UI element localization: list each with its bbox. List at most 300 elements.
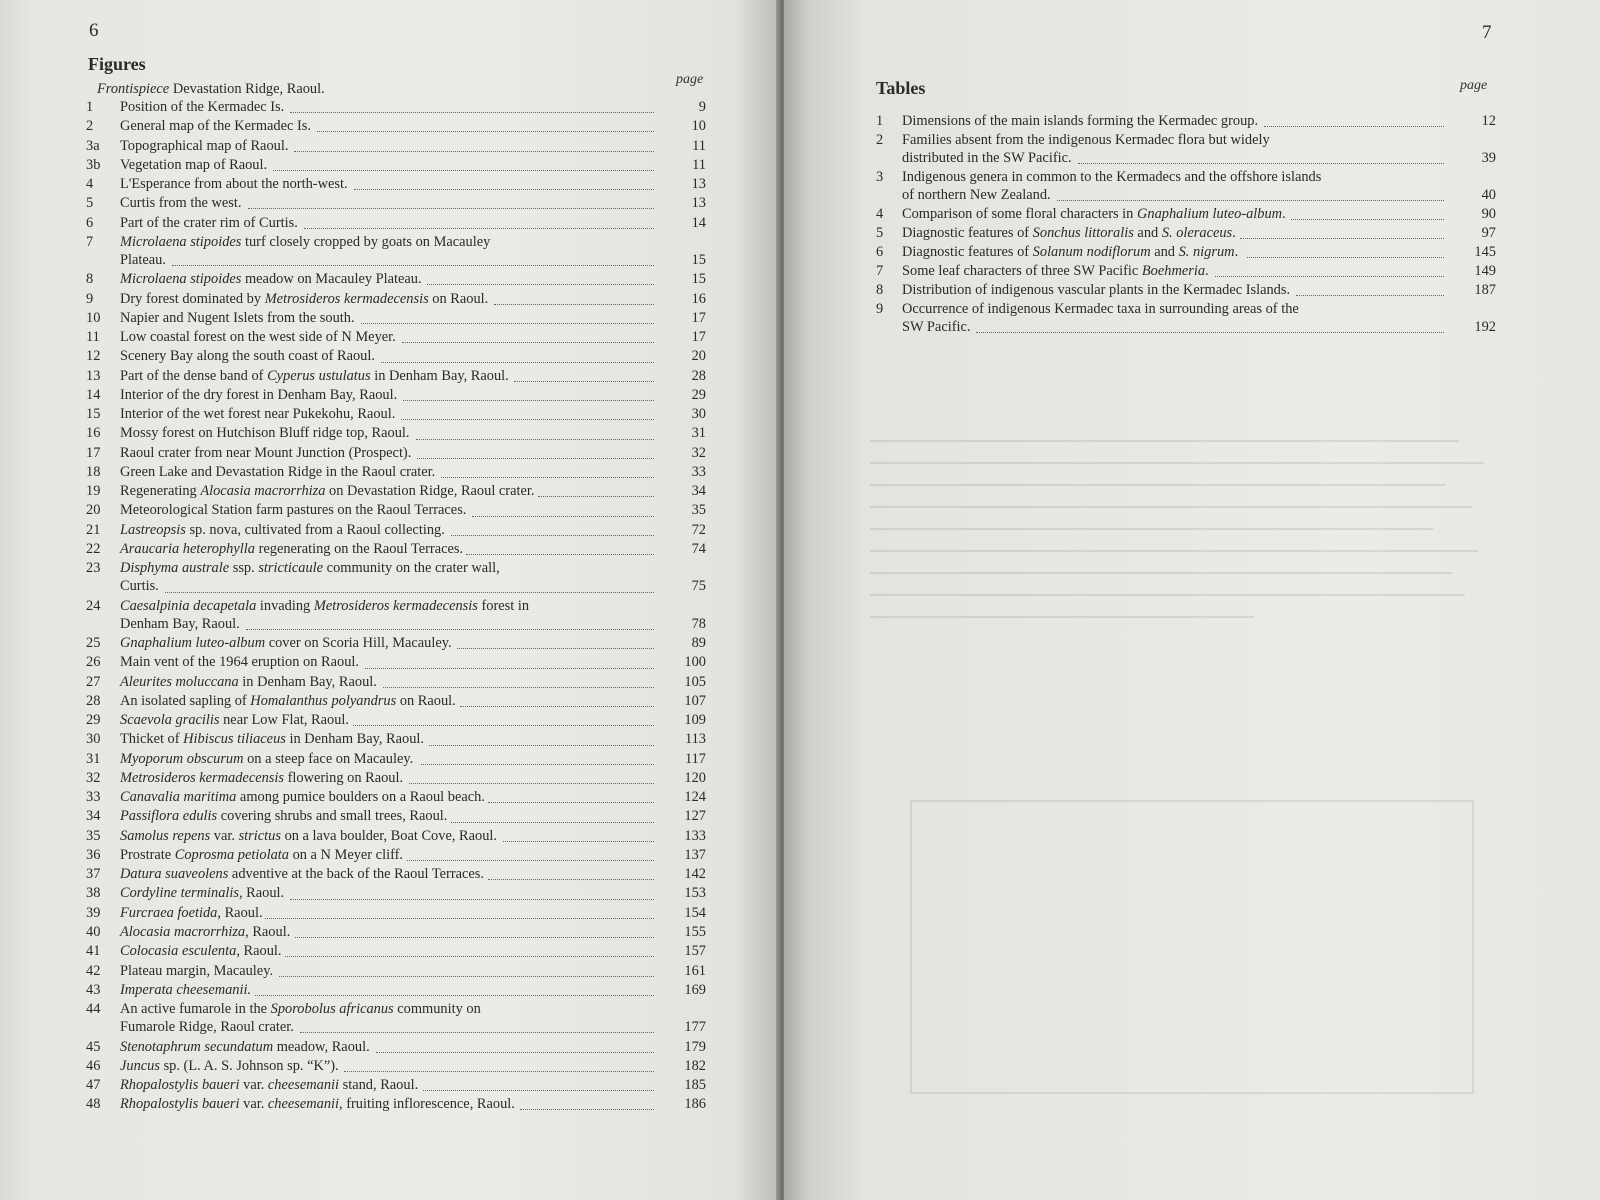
- dot-leader: [538, 496, 654, 497]
- table-caption: Families absent from the indigenous Kermadec flora but widely: [902, 132, 1270, 148]
- table-caption: Distribution of indigenous vascular plants in the Kermadec Islands.: [902, 282, 1291, 298]
- dot-leader: [290, 899, 654, 900]
- figure-number: 24: [86, 597, 101, 614]
- figure-entry: [86, 367, 706, 385]
- table-caption: Dimensions of the main islands forming the Kermadec group.: [902, 113, 1259, 129]
- figure-page: 127: [684, 808, 706, 825]
- figure-page: 105: [684, 673, 706, 690]
- show-through-text: [870, 440, 1510, 1090]
- figure-page: 182: [684, 1057, 706, 1074]
- figure-caption: Regenerating Alocasia macrorrhiza on Devastation Ridge, Raoul crater.: [120, 483, 535, 500]
- figure-entry: [86, 117, 706, 135]
- figure-page: 72: [691, 521, 706, 538]
- table-number: 7: [876, 263, 884, 279]
- figure-entry: [86, 730, 706, 748]
- figure-number: 36: [86, 846, 101, 863]
- figure-caption-continued: Denham Bay, Raoul.: [120, 615, 240, 632]
- figure-caption: Interior of the dry forest in Denham Bay, Raoul.: [120, 386, 398, 403]
- figure-caption: Myoporum obscurum on a steep face on Macauley.: [120, 750, 414, 767]
- figure-number: 43: [86, 981, 101, 998]
- figure-number: 41: [86, 943, 101, 960]
- figure-page: 155: [684, 924, 706, 940]
- figure-caption: Scenery Bay along the south coast of Raoul.: [120, 348, 375, 365]
- figure-page: 78: [691, 615, 706, 632]
- dot-leader: [460, 706, 654, 707]
- figures-list: [86, 98, 706, 1148]
- figure-number: 13: [86, 367, 101, 384]
- figure-caption: Dry forest dominated by Metrosideros kermadecensis on Raoul.: [120, 290, 489, 307]
- figure-caption: An isolated sapling of Homalanthus polyandrus on Raoul.: [120, 692, 456, 709]
- figure-number: 35: [86, 827, 101, 844]
- figure-number: 8: [86, 271, 94, 288]
- figure-caption: Topographical map of Raoul.: [120, 137, 289, 154]
- figure-entry: [86, 865, 706, 883]
- table-number: 4: [876, 206, 884, 222]
- figure-caption: Aleurites moluccana in Denham Bay, Raoul.: [120, 673, 377, 690]
- figure-page: 15: [691, 271, 706, 288]
- figure-page: 157: [684, 943, 706, 960]
- dot-leader: [304, 228, 654, 229]
- dot-leader: [457, 648, 654, 649]
- figure-page: 30: [691, 406, 706, 423]
- figure-number: 21: [86, 521, 101, 538]
- figure-page: 15: [691, 252, 706, 268]
- dot-leader: [285, 956, 654, 957]
- figure-caption: Passiflora edulis covering shrubs and small trees, Raoul.: [120, 808, 448, 825]
- dot-leader: [472, 516, 654, 517]
- figure-entry: [86, 98, 706, 116]
- figure-entry: [86, 846, 706, 864]
- figure-number: 27: [86, 673, 101, 690]
- figure-caption: An active fumarole in the Sporobolus africanus community on: [120, 1001, 481, 1018]
- figure-page: 32: [691, 444, 706, 461]
- table-caption-continued: distributed in the SW Pacific.: [902, 150, 1072, 166]
- figure-number: 42: [86, 962, 101, 979]
- figure-entry: [86, 270, 706, 288]
- figure-page: 186: [684, 1096, 706, 1113]
- tables-list: [876, 112, 1496, 335]
- figure-caption: Low coastal forest on the west side of N Meyer.: [120, 329, 396, 346]
- figure-entry: [86, 673, 706, 691]
- dot-leader: [403, 400, 654, 401]
- figure-entry: [86, 482, 706, 500]
- figure-entry: [86, 788, 706, 806]
- dot-leader: [514, 381, 654, 382]
- dot-leader: [421, 764, 654, 765]
- figure-entry: [86, 904, 706, 922]
- table-entry: [876, 112, 1496, 130]
- figure-entry: [86, 424, 706, 442]
- table-entry: [876, 168, 1496, 204]
- dot-leader: [300, 1032, 654, 1033]
- table-caption: Diagnostic features of Sonchus littoralis and S. oleraceus.: [902, 225, 1236, 241]
- figure-number: 40: [86, 924, 101, 940]
- figure-entry: [86, 1095, 706, 1113]
- figure-page: 75: [691, 578, 706, 595]
- dot-leader: [255, 995, 654, 996]
- figure-entry: [86, 175, 706, 193]
- table-number: 2: [876, 132, 884, 148]
- frontispiece-caption: Devastation Ridge, Raoul.: [172, 81, 325, 97]
- figure-number: 5: [86, 195, 94, 212]
- figure-caption: Cordyline terminalis, Raoul.: [120, 885, 285, 902]
- dot-leader: [488, 879, 654, 880]
- figure-entry: [86, 137, 706, 155]
- figure-page: 120: [684, 769, 706, 786]
- figure-caption: Colocasia esculenta, Raoul.: [120, 943, 282, 960]
- figure-entry: [86, 405, 706, 423]
- dot-leader: [361, 323, 654, 324]
- figure-caption: Raoul crater from near Mount Junction (Prospect).: [120, 444, 412, 461]
- figure-entry: [86, 386, 706, 404]
- figure-page: 29: [691, 386, 706, 403]
- tables-heading: Tables: [876, 78, 926, 98]
- figure-entry: [86, 444, 706, 462]
- table-entry: [876, 205, 1496, 223]
- figure-entry: [86, 962, 706, 980]
- figure-caption: Meteorological Station farm pastures on the Raoul Terraces.: [120, 502, 467, 519]
- table-page: 12: [1481, 113, 1496, 129]
- figure-number: 46: [86, 1057, 101, 1074]
- figure-entry: [86, 1076, 706, 1094]
- table-page: 145: [1474, 244, 1496, 260]
- dot-leader: [451, 535, 654, 536]
- table-entry: [876, 224, 1496, 242]
- dot-leader: [503, 841, 654, 842]
- table-number: 5: [876, 225, 884, 241]
- figure-page: 9: [698, 99, 706, 115]
- figure-number: 14: [86, 386, 101, 403]
- dot-leader: [165, 592, 654, 593]
- figure-entry: [86, 233, 706, 269]
- figure-number: 45: [86, 1038, 101, 1055]
- figure-caption-continued: Plateau.: [120, 252, 166, 268]
- figure-number: 6: [86, 214, 94, 231]
- figure-number: 20: [86, 502, 101, 519]
- dot-leader: [1264, 126, 1444, 127]
- figure-entry: [86, 214, 706, 232]
- figure-caption: Alocasia macrorrhiza, Raoul.: [120, 924, 291, 940]
- figure-caption-continued: Fumarole Ridge, Raoul crater.: [120, 1019, 294, 1036]
- figure-caption: Position of the Kermadec Is.: [120, 99, 285, 115]
- figure-entry: [86, 194, 706, 212]
- figure-page: 177: [684, 1019, 706, 1036]
- dot-leader: [354, 189, 654, 190]
- figure-page: 11: [692, 137, 706, 154]
- figure-page: 124: [684, 789, 706, 806]
- figure-number: 23: [86, 560, 101, 577]
- figure-caption: Juncus sp. (L. A. S. Johnson sp. “K”).: [120, 1057, 339, 1074]
- dot-leader: [401, 419, 654, 420]
- table-number: 3: [876, 169, 884, 185]
- dot-leader: [248, 208, 654, 209]
- dot-leader: [172, 265, 654, 266]
- figure-caption: Mossy forest on Hutchison Bluff ridge top, Raoul.: [120, 425, 410, 442]
- table-caption: Some leaf characters of three SW Pacific Boehmeria.: [902, 263, 1209, 279]
- figure-page: 117: [684, 750, 706, 767]
- dot-leader: [290, 112, 654, 113]
- figure-entry: [86, 347, 706, 365]
- figure-number: 48: [86, 1096, 101, 1113]
- figure-number: 29: [86, 712, 101, 729]
- figure-entry: [86, 1000, 706, 1036]
- table-page: 192: [1474, 319, 1496, 335]
- table-caption-continued: of northern New Zealand.: [902, 187, 1051, 203]
- figure-number: 17: [86, 444, 101, 461]
- figure-page: 100: [684, 654, 706, 671]
- figure-caption: Green Lake and Devastation Ridge in the Raoul crater.: [120, 463, 436, 480]
- dot-leader: [416, 439, 654, 440]
- dot-leader: [1247, 257, 1444, 258]
- figure-page: 33: [691, 463, 706, 480]
- figure-page: 113: [684, 731, 706, 748]
- figure-number: 47: [86, 1077, 101, 1094]
- figure-number: 3a: [86, 137, 100, 154]
- figure-page: 153: [684, 885, 706, 902]
- figure-caption: Vegetation map of Raoul.: [120, 156, 268, 173]
- dot-leader: [441, 477, 654, 478]
- figure-page: 142: [684, 866, 706, 883]
- figure-number: 30: [86, 731, 101, 748]
- figure-entry: [86, 597, 706, 633]
- dot-leader: [976, 332, 1444, 333]
- figure-caption: Rhopalostylis baueri var. cheesemanii, fruiting inflorescence, Raoul.: [120, 1096, 515, 1113]
- figure-caption: Disphyma australe ssp. stricticaule community on the crater wall,: [120, 560, 500, 577]
- figure-page: 89: [691, 635, 706, 652]
- dot-leader: [344, 1071, 654, 1072]
- dot-leader: [1240, 238, 1444, 239]
- table-page: 149: [1474, 263, 1496, 279]
- left-page: [0, 0, 780, 1200]
- figure-caption: Microlaena stipoides meadow on Macauley Plateau.: [120, 271, 422, 288]
- figure-entry: [86, 827, 706, 845]
- dot-leader: [317, 131, 654, 132]
- table-number: 9: [876, 301, 884, 317]
- figure-number: 12: [86, 348, 101, 365]
- dot-leader: [402, 342, 654, 343]
- figure-caption: Araucaria heterophylla regenerating on the Raoul Terraces.: [120, 540, 464, 557]
- dot-leader: [246, 629, 654, 630]
- figure-entry: [86, 692, 706, 710]
- figure-entry: [86, 634, 706, 652]
- figure-number: 22: [86, 540, 101, 557]
- dot-leader: [1291, 219, 1444, 220]
- figure-page: 20: [691, 348, 706, 365]
- figure-number: 16: [86, 425, 101, 442]
- table-page: 90: [1481, 206, 1496, 222]
- figure-caption: Part of the dense band of Cyperus ustulatus in Denham Bay, Raoul.: [120, 367, 509, 384]
- table-caption: Comparison of some floral characters in Gnaphalium luteo-album.: [902, 206, 1286, 222]
- dot-leader: [1296, 295, 1444, 296]
- figure-caption: Interior of the wet forest near Pukekohu, Raoul.: [120, 406, 396, 423]
- figure-entry: [86, 923, 706, 941]
- dot-leader: [1057, 200, 1444, 201]
- figure-number: 1: [86, 99, 94, 115]
- figure-entry: [86, 309, 706, 327]
- figure-number: 3b: [86, 156, 101, 173]
- figure-entry: [86, 653, 706, 671]
- figure-caption: Datura suaveolens adventive at the back of the Raoul Terraces.: [120, 866, 484, 883]
- figures-heading: Figures: [88, 54, 146, 74]
- dot-leader: [265, 918, 654, 919]
- figure-number: 4: [86, 176, 94, 193]
- dot-leader: [417, 458, 654, 459]
- dot-leader: [520, 1109, 654, 1110]
- figure-caption: Caesalpinia decapetala invading Metrosideros kermadecensis forest in: [120, 597, 530, 614]
- figure-number: 18: [86, 463, 101, 480]
- figure-caption: Lastreopsis sp. nova, cultivated from a Raoul collecting.: [120, 521, 445, 538]
- figure-caption: Canavalia maritima among pumice boulders on a Raoul beach.: [120, 789, 485, 806]
- figure-entry: [86, 807, 706, 825]
- figure-number: 31: [86, 750, 101, 767]
- figure-caption: Thicket of Hibiscus tiliaceus in Denham Bay, Raoul.: [120, 731, 425, 748]
- figure-caption: Samolus repens var. strictus on a lava boulder, Boat Cove, Raoul.: [120, 827, 498, 844]
- dot-leader: [1078, 163, 1444, 164]
- figure-caption: Scaevola gracilis near Low Flat, Raoul.: [120, 712, 350, 729]
- dot-leader: [381, 362, 654, 363]
- figure-entry: [86, 750, 706, 768]
- figure-number: 10: [86, 309, 101, 326]
- figure-page: 133: [684, 827, 706, 844]
- frontispiece-label: Frontispiece: [97, 81, 170, 97]
- figure-caption: Rhopalostylis baueri var. cheesemanii stand, Raoul.: [120, 1077, 419, 1094]
- figure-number: 32: [86, 769, 101, 786]
- figure-number: 15: [86, 406, 101, 423]
- figure-caption: Imperata cheesemanii.: [120, 981, 252, 998]
- figure-page: 35: [691, 502, 706, 519]
- table-entry: [876, 243, 1496, 261]
- figure-number: 44: [86, 1001, 101, 1018]
- figures-page-column-label: page: [676, 72, 704, 87]
- figure-entry: [86, 1057, 706, 1075]
- dot-leader: [488, 802, 654, 803]
- figure-entry: [86, 981, 706, 999]
- figure-number: 39: [86, 904, 101, 921]
- figure-caption: Curtis from the west.: [120, 195, 242, 212]
- dot-leader: [295, 937, 654, 938]
- dot-leader: [365, 668, 654, 669]
- table-entry: [876, 300, 1496, 336]
- figure-page: 13: [691, 176, 706, 193]
- figure-entry: [86, 540, 706, 558]
- figure-caption: Part of the crater rim of Curtis.: [120, 214, 298, 231]
- figure-page: 16: [691, 290, 706, 307]
- figure-page: 11: [692, 156, 706, 173]
- table-page: 40: [1481, 187, 1496, 203]
- figure-number: 7: [86, 233, 94, 250]
- figure-caption: L'Esperance from about the north-west.: [120, 176, 348, 193]
- figure-number: 28: [86, 692, 101, 709]
- figure-page: 14: [691, 214, 706, 231]
- figure-caption: Microlaena stipoides turf closely cropped by goats on Macauley: [120, 233, 491, 250]
- page-number-left: 6: [89, 20, 99, 41]
- figure-caption: Plateau margin, Macauley.: [120, 962, 274, 979]
- figure-page: 109: [684, 712, 706, 729]
- figure-page: 31: [691, 425, 706, 442]
- table-number: 1: [876, 113, 884, 129]
- figure-page: 10: [691, 118, 706, 135]
- table-entry: [876, 281, 1496, 299]
- figure-page: 107: [684, 692, 706, 709]
- figure-page: 169: [684, 981, 706, 998]
- table-number: 8: [876, 282, 884, 298]
- figure-number: 34: [86, 808, 101, 825]
- figure-page: 161: [684, 962, 706, 979]
- dot-leader: [409, 783, 654, 784]
- figure-page: 185: [684, 1077, 706, 1094]
- figure-entry: [86, 769, 706, 787]
- figure-entry: [86, 942, 706, 960]
- figure-entry: [86, 328, 706, 346]
- figure-entry: [86, 156, 706, 174]
- figure-entry: [86, 521, 706, 539]
- figure-page: 137: [684, 846, 706, 863]
- figure-number: 25: [86, 635, 101, 652]
- figure-number: 38: [86, 885, 101, 902]
- dot-leader: [407, 860, 654, 861]
- dot-leader: [273, 170, 654, 171]
- dot-leader: [376, 1052, 654, 1053]
- figure-caption: Stenotaphrum secundatum meadow, Raoul.: [120, 1038, 370, 1055]
- figure-caption: Metrosideros kermadecensis flowering on Raoul.: [120, 769, 404, 786]
- table-caption: Indigenous genera in common to the Kermadecs and the offshore islands: [902, 169, 1322, 185]
- figure-caption: Gnaphalium luteo-album cover on Scoria Hill, Macauley.: [120, 635, 452, 652]
- figure-caption: Furcraea foetida, Raoul.: [120, 904, 263, 921]
- table-entry: [876, 131, 1496, 167]
- figure-entry: [86, 1038, 706, 1056]
- figure-caption: Main vent of the 1964 eruption on Raoul.: [120, 654, 360, 671]
- page-number-right: 7: [1482, 22, 1492, 43]
- figure-page: 34: [691, 483, 706, 500]
- figure-entry: [86, 290, 706, 308]
- table-caption: Occurrence of indigenous Kermadec taxa in surrounding areas of the: [902, 301, 1299, 317]
- figure-page: 179: [684, 1038, 706, 1055]
- dot-leader: [294, 151, 654, 152]
- figure-entry: [86, 559, 706, 595]
- figure-page: 154: [684, 904, 706, 921]
- tables-page-column-label: page: [1460, 78, 1488, 93]
- table-entry: [876, 262, 1496, 280]
- figure-number: 19: [86, 483, 101, 500]
- figure-page: 13: [691, 195, 706, 212]
- dot-leader: [353, 725, 654, 726]
- figure-entry: [86, 463, 706, 481]
- frontispiece-entry: [97, 80, 325, 98]
- figure-caption: General map of the Kermadec Is.: [120, 118, 311, 135]
- figure-entry: [86, 711, 706, 729]
- dot-leader: [427, 284, 654, 285]
- figure-number: 9: [86, 290, 94, 307]
- dot-leader: [494, 304, 654, 305]
- figure-page: 17: [691, 329, 706, 346]
- figure-caption: Napier and Nugent Islets from the south.: [120, 309, 355, 326]
- figure-caption-continued: Curtis.: [120, 578, 159, 595]
- dot-leader: [429, 745, 654, 746]
- figure-number: 2: [86, 118, 94, 135]
- dot-leader: [423, 1090, 654, 1091]
- figure-entry: [86, 501, 706, 519]
- figure-page: 28: [691, 367, 706, 384]
- table-caption-continued: SW Pacific.: [902, 319, 971, 335]
- figure-page: 74: [691, 540, 706, 557]
- dot-leader: [279, 976, 654, 977]
- dot-leader: [451, 822, 654, 823]
- dot-leader: [466, 554, 654, 555]
- figure-number: 26: [86, 654, 101, 671]
- table-page: 39: [1481, 150, 1496, 166]
- dot-leader: [1215, 276, 1444, 277]
- table-page: 97: [1481, 225, 1496, 241]
